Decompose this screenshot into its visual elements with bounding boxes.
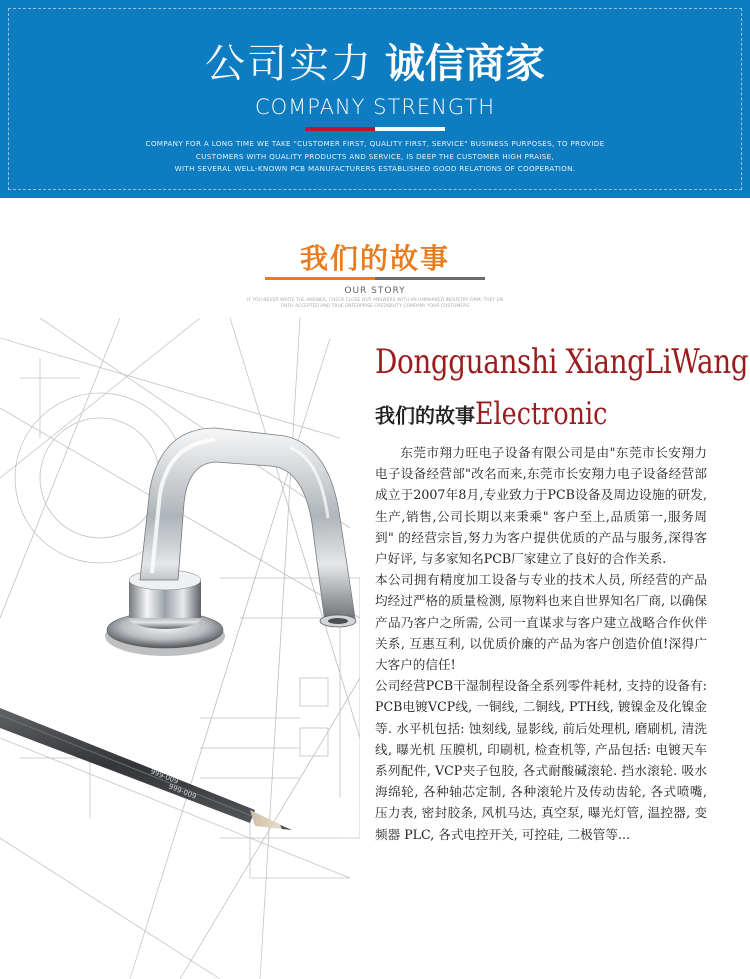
banner-description-line: WITH SEVERAL WELL-KNOWN PCB MANUFACTURERS ESTABLISHED GOOD RELATIONS OF COOPERATION.: [174, 164, 576, 173]
strength-banner: [0, 0, 750, 198]
our-story-rule-gray: [375, 277, 485, 280]
banner-title-light: 公司实力: [205, 41, 373, 87]
banner-rule-red: [305, 127, 375, 131]
banner-subtitle: COMPANY STRENGTH: [254, 95, 496, 119]
story-heading-cn: 我们的故事: [375, 403, 475, 428]
banner-title-bold: 诚信商家: [385, 41, 545, 87]
story-heading-en: Electronic: [475, 396, 608, 432]
description-paragraph: 本公司拥有精度加工设备与专业的技术人员, 所经营的产品均经过严格的质量检测, 原物料也来自世界知名厂商, 以确保产品乃客户之所需, 公司一直谋求与客户建立战略合作伙伴关系, 互惠互利, 以优质价廉的产品为客户创造价值!深得广大客户的信任!: [375, 572, 707, 673]
our-story-tiny-line: FAITH ACCEPTED AND TRUE ENTERPRISE CREDIBILITY COMPANY YOUR CUSTOMERS: [280, 304, 470, 309]
our-story-rule-orange: [265, 277, 375, 280]
banner-title: [0, 32, 750, 89]
banner-description: [0, 138, 750, 176]
company-name-en: Dongguanshi XiangLiWang: [375, 342, 749, 382]
our-story-tiny-text: [0, 298, 750, 310]
company-description: [375, 442, 707, 845]
our-story-subtitle: OUR STORY: [344, 286, 406, 296]
our-story-title: 我们的故事: [299, 242, 450, 275]
banner-description-line: COMPANY FOR A LONG TIME WE TAKE "CUSTOMER FIRST, QUALITY FIRST, SERVICE" BUSINESS PURPOSES, TO PROVIDE: [145, 139, 605, 148]
banner-rule-white: [375, 127, 445, 131]
banner-description-line: CUSTOMERS WITH QUALITY PRODUCTS AND SERVICE, IS DEEP THE CUSTOMER HIGH PRAISE,: [195, 151, 555, 161]
description-paragraph: 东莞市翔力旺电子设备有限公司是由"东莞市长安翔力电子设备经营部"改名而来,东莞市长安翔力电子设备经营部成立于2007年8月,专业致力于PCB设备及周边设施的研发,生产,销售,公司长期以来秉乘" 客户至上,品质第一,服务周到" 的经营宗旨,努力为客户提供优质的产品与服务,深得客户好评, 与多家知名PCB厂家建立了良好的合作关系.: [375, 445, 707, 567]
description-paragraph: 公司经营PCB干湿制程设备全系列零件耗材, 支持的设备有: PCB电镀VCP线, 一铜线, 二铜线, PTH线, 镀镍金及化镍金等. 水平机包括: 蚀刻线, 显影线, 前后处理机, 磨刷机, 清洗线, 曝光机 压膜机, 印刷机, 检查机等, 产品包括: 电镀天车系列配件, VCP夹子包胶, 各式耐酸碱滚轮. 挡水滚轮. 吸水海绵轮, 各种轴芯定制, 各种滚轮片及传动齿轮, 各式喷嘴, 压力表, 密封胶条, 风机马达, 真空泵, 曝光灯管, 温控器, 变频器 PLC, 各式电控开关, 可控硅, 二极管等...: [375, 678, 707, 842]
story-heading-row: [375, 396, 636, 432]
our-story-tiny-line: IF YOU NEVER WRITE THE ANSWER, CHECK CLOSE OUT ANSWERS WITH AN UNMARKED INDUSTRY FIRM, THEY EN: [247, 298, 503, 303]
